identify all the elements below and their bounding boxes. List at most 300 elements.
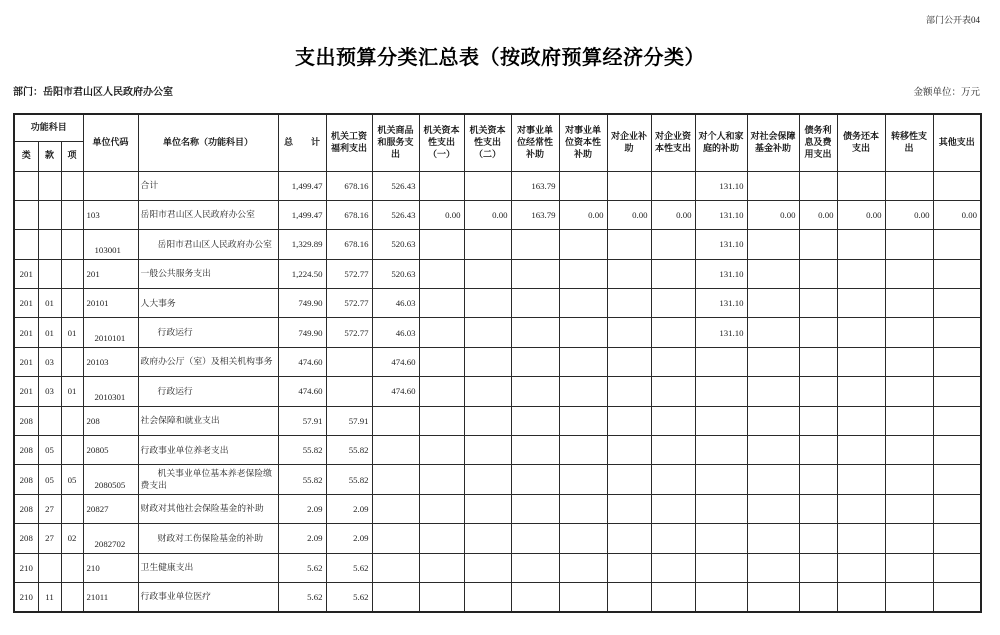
cell-value: 0.00 bbox=[885, 200, 933, 229]
cell-value bbox=[747, 494, 799, 523]
cell-section-code bbox=[38, 406, 61, 435]
cell-value bbox=[799, 230, 837, 259]
cell-value bbox=[511, 289, 559, 318]
cell-value bbox=[747, 171, 799, 200]
cell-value bbox=[885, 171, 933, 200]
cell-value bbox=[419, 171, 464, 200]
cell-value: 1,499.47 bbox=[278, 200, 326, 229]
cell-value bbox=[651, 524, 695, 553]
cell-value: 2.09 bbox=[326, 494, 372, 523]
table-row bbox=[14, 259, 981, 288]
cell-value bbox=[559, 230, 607, 259]
cell-value bbox=[885, 347, 933, 376]
cell-value: 572.77 bbox=[326, 318, 372, 347]
cell-value bbox=[464, 377, 511, 406]
cell-value bbox=[559, 289, 607, 318]
cell-value: 526.43 bbox=[372, 200, 419, 229]
cell-value bbox=[372, 553, 419, 582]
table-row bbox=[14, 524, 981, 553]
cell-item-code: 01 bbox=[61, 318, 83, 347]
cell-value bbox=[607, 318, 651, 347]
cell-unit-code bbox=[83, 171, 138, 200]
cell-value bbox=[464, 582, 511, 611]
table-row bbox=[14, 200, 981, 229]
cell-unit-code: 20103 bbox=[83, 347, 138, 376]
cell-value bbox=[799, 465, 837, 494]
cell-value: 2.09 bbox=[278, 524, 326, 553]
department-label: 部门：岳阳市君山区人民政府办公室 bbox=[13, 87, 173, 98]
column-header-unit-code: 单位代码 bbox=[83, 114, 138, 171]
cell-value: 572.77 bbox=[326, 259, 372, 288]
cell-value bbox=[607, 377, 651, 406]
cell-value: 131.10 bbox=[695, 230, 747, 259]
cell-value: 1,499.47 bbox=[278, 171, 326, 200]
cell-value bbox=[651, 347, 695, 376]
cell-class-code: 210 bbox=[14, 582, 38, 611]
cell-unit-name: 合计 bbox=[138, 171, 278, 200]
cell-value: 0.00 bbox=[559, 200, 607, 229]
cell-unit-name: 行政事业单位养老支出 bbox=[138, 436, 278, 465]
cell-value bbox=[885, 259, 933, 288]
cell-value: 678.16 bbox=[326, 171, 372, 200]
cell-class-code: 201 bbox=[14, 289, 38, 318]
cell-value bbox=[464, 318, 511, 347]
cell-value bbox=[511, 553, 559, 582]
cell-value: 678.16 bbox=[326, 200, 372, 229]
cell-value bbox=[837, 436, 885, 465]
cell-class-code: 201 bbox=[14, 377, 38, 406]
column-header: 对事业单位经常性补助 bbox=[511, 114, 559, 171]
cell-value: 57.91 bbox=[278, 406, 326, 435]
cell-section-code: 03 bbox=[38, 347, 61, 376]
cell-class-code: 208 bbox=[14, 436, 38, 465]
cell-value bbox=[419, 230, 464, 259]
cell-section-code bbox=[38, 230, 61, 259]
cell-class-code: 201 bbox=[14, 259, 38, 288]
cell-value bbox=[511, 377, 559, 406]
cell-class-code: 208 bbox=[14, 494, 38, 523]
cell-section-code bbox=[38, 259, 61, 288]
cell-value bbox=[607, 347, 651, 376]
cell-value: 131.10 bbox=[695, 289, 747, 318]
cell-value bbox=[799, 582, 837, 611]
cell-value bbox=[651, 230, 695, 259]
cell-value bbox=[799, 289, 837, 318]
page-title: 支出预算分类汇总表（按政府预算经济分类） bbox=[295, 47, 705, 69]
cell-value bbox=[464, 259, 511, 288]
cell-value bbox=[372, 582, 419, 611]
cell-value bbox=[837, 406, 885, 435]
cell-value: 749.90 bbox=[278, 289, 326, 318]
cell-value bbox=[695, 436, 747, 465]
cell-section-code: 27 bbox=[38, 524, 61, 553]
column-group-functional-subject: 功能科目 bbox=[14, 114, 83, 141]
cell-value bbox=[511, 406, 559, 435]
cell-value: 0.00 bbox=[607, 200, 651, 229]
column-header-section: 款 bbox=[38, 141, 61, 171]
cell-value bbox=[837, 230, 885, 259]
cell-unit-name: 财政对其他社会保险基金的补助 bbox=[138, 494, 278, 523]
cell-value bbox=[885, 318, 933, 347]
cell-section-code: 05 bbox=[38, 436, 61, 465]
cell-value bbox=[607, 436, 651, 465]
cell-value bbox=[837, 289, 885, 318]
cell-value bbox=[885, 524, 933, 553]
table-row bbox=[14, 377, 981, 406]
cell-value: 55.82 bbox=[278, 436, 326, 465]
cell-unit-code: 21011 bbox=[83, 582, 138, 611]
cell-value bbox=[747, 230, 799, 259]
cell-value bbox=[511, 494, 559, 523]
cell-value bbox=[419, 553, 464, 582]
cell-value bbox=[511, 582, 559, 611]
column-header: 转移性支出 bbox=[885, 114, 933, 171]
cell-value: 131.10 bbox=[695, 171, 747, 200]
cell-class-code bbox=[14, 230, 38, 259]
cell-value bbox=[837, 582, 885, 611]
cell-value bbox=[559, 436, 607, 465]
cell-value: 474.60 bbox=[372, 347, 419, 376]
cell-value: 474.60 bbox=[372, 377, 419, 406]
cell-value bbox=[464, 289, 511, 318]
cell-unit-name: 行政事业单位医疗 bbox=[138, 582, 278, 611]
cell-unit-code: 20827 bbox=[83, 494, 138, 523]
cell-value bbox=[885, 406, 933, 435]
cell-value bbox=[464, 171, 511, 200]
cell-class-code: 201 bbox=[14, 347, 38, 376]
cell-value bbox=[464, 406, 511, 435]
cell-value bbox=[837, 318, 885, 347]
cell-value bbox=[799, 259, 837, 288]
cell-value: 0.00 bbox=[799, 200, 837, 229]
cell-value bbox=[933, 494, 981, 523]
column-header: 对事业单位资本性补助 bbox=[559, 114, 607, 171]
cell-unit-code: 210 bbox=[83, 553, 138, 582]
column-header: 机关资本性支出（一） bbox=[419, 114, 464, 171]
cell-value bbox=[747, 406, 799, 435]
budget-table bbox=[13, 113, 982, 613]
cell-value: 5.62 bbox=[326, 553, 372, 582]
cell-value bbox=[559, 347, 607, 376]
cell-value: 46.03 bbox=[372, 318, 419, 347]
table-row bbox=[14, 230, 981, 259]
cell-value bbox=[799, 171, 837, 200]
cell-value: 0.00 bbox=[419, 200, 464, 229]
cell-unit-name: 人大事务 bbox=[138, 289, 278, 318]
cell-value: 131.10 bbox=[695, 200, 747, 229]
cell-value bbox=[559, 377, 607, 406]
cell-value bbox=[799, 553, 837, 582]
cell-value bbox=[372, 406, 419, 435]
cell-value bbox=[695, 347, 747, 376]
column-header: 对个人和家庭的补助 bbox=[695, 114, 747, 171]
cell-value bbox=[837, 524, 885, 553]
cell-value bbox=[885, 494, 933, 523]
cell-value: 1,224.50 bbox=[278, 259, 326, 288]
cell-unit-code: 20805 bbox=[83, 436, 138, 465]
cell-value bbox=[326, 347, 372, 376]
cell-value bbox=[885, 436, 933, 465]
cell-value bbox=[747, 318, 799, 347]
cell-value bbox=[419, 406, 464, 435]
cell-value bbox=[372, 436, 419, 465]
cell-value bbox=[837, 465, 885, 494]
cell-unit-name: 机关事业单位基本养老保险缴费支出 bbox=[138, 465, 278, 494]
cell-value bbox=[651, 465, 695, 494]
cell-value bbox=[799, 494, 837, 523]
cell-value: 5.62 bbox=[278, 553, 326, 582]
cell-value bbox=[695, 406, 747, 435]
cell-value: 5.62 bbox=[278, 582, 326, 611]
cell-item-code bbox=[61, 494, 83, 523]
column-header: 对社会保障基金补助 bbox=[747, 114, 799, 171]
cell-value bbox=[419, 347, 464, 376]
cell-class-code: 208 bbox=[14, 524, 38, 553]
cell-class-code: 208 bbox=[14, 465, 38, 494]
cell-item-code bbox=[61, 406, 83, 435]
cell-unit-code: 20101 bbox=[83, 289, 138, 318]
table-row bbox=[14, 436, 981, 465]
sheet-number-label: 部门公开表04 bbox=[925, 15, 980, 25]
cell-value: 131.10 bbox=[695, 318, 747, 347]
column-header: 对企业补助 bbox=[607, 114, 651, 171]
cell-value: 520.63 bbox=[372, 230, 419, 259]
cell-unit-code: 2080505 bbox=[83, 465, 138, 494]
cell-value bbox=[747, 524, 799, 553]
cell-value bbox=[885, 289, 933, 318]
table-row bbox=[14, 465, 981, 494]
cell-section-code: 03 bbox=[38, 377, 61, 406]
cell-class-code: 201 bbox=[14, 318, 38, 347]
cell-value bbox=[747, 582, 799, 611]
cell-value: 572.77 bbox=[326, 289, 372, 318]
cell-item-code: 02 bbox=[61, 524, 83, 553]
cell-value: 0.00 bbox=[464, 200, 511, 229]
column-header: 其他支出 bbox=[933, 114, 981, 171]
cell-value bbox=[695, 553, 747, 582]
amount-unit-label: 金额单位：万元 bbox=[913, 88, 980, 98]
column-header: 机关资本性支出（二） bbox=[464, 114, 511, 171]
cell-value bbox=[419, 318, 464, 347]
column-header: 对企业资本性支出 bbox=[651, 114, 695, 171]
cell-value bbox=[607, 553, 651, 582]
cell-value bbox=[559, 553, 607, 582]
cell-value bbox=[559, 171, 607, 200]
table-row bbox=[14, 347, 981, 376]
column-header: 债务还本支出 bbox=[837, 114, 885, 171]
cell-value bbox=[607, 494, 651, 523]
cell-value bbox=[419, 524, 464, 553]
cell-unit-code: 2010301 bbox=[83, 377, 138, 406]
cell-value: 0.00 bbox=[837, 200, 885, 229]
cell-value: 474.60 bbox=[278, 377, 326, 406]
cell-value bbox=[799, 524, 837, 553]
cell-value bbox=[651, 171, 695, 200]
cell-value bbox=[464, 524, 511, 553]
cell-section-code: 11 bbox=[38, 582, 61, 611]
cell-value bbox=[747, 377, 799, 406]
cell-value bbox=[559, 524, 607, 553]
cell-section-code: 05 bbox=[38, 465, 61, 494]
cell-item-code: 05 bbox=[61, 465, 83, 494]
cell-value bbox=[607, 406, 651, 435]
cell-value bbox=[747, 347, 799, 376]
cell-value bbox=[651, 582, 695, 611]
cell-value bbox=[695, 494, 747, 523]
cell-value: 526.43 bbox=[372, 171, 419, 200]
cell-value bbox=[747, 436, 799, 465]
cell-value bbox=[933, 436, 981, 465]
cell-section-code bbox=[38, 200, 61, 229]
column-header: 机关商品和服务支出 bbox=[372, 114, 419, 171]
cell-value bbox=[799, 347, 837, 376]
column-header: 机关工资福利支出 bbox=[326, 114, 372, 171]
cell-value bbox=[464, 436, 511, 465]
column-header-total: 总 计 bbox=[278, 114, 326, 171]
cell-value: 749.90 bbox=[278, 318, 326, 347]
cell-value bbox=[464, 465, 511, 494]
cell-value bbox=[419, 582, 464, 611]
cell-value bbox=[651, 259, 695, 288]
cell-section-code: 27 bbox=[38, 494, 61, 523]
cell-value bbox=[837, 259, 885, 288]
cell-unit-name: 行政运行 bbox=[138, 377, 278, 406]
cell-class-code: 210 bbox=[14, 553, 38, 582]
cell-class-code bbox=[14, 171, 38, 200]
cell-value bbox=[837, 377, 885, 406]
cell-value bbox=[607, 582, 651, 611]
cell-section-code bbox=[38, 553, 61, 582]
cell-value bbox=[885, 377, 933, 406]
cell-value bbox=[607, 230, 651, 259]
cell-value bbox=[933, 553, 981, 582]
cell-value bbox=[511, 259, 559, 288]
cell-value bbox=[933, 524, 981, 553]
cell-value: 520.63 bbox=[372, 259, 419, 288]
cell-value bbox=[419, 494, 464, 523]
column-header-item: 项 bbox=[61, 141, 83, 171]
cell-section-code: 01 bbox=[38, 318, 61, 347]
cell-value bbox=[651, 406, 695, 435]
cell-value bbox=[559, 406, 607, 435]
cell-unit-name: 卫生健康支出 bbox=[138, 553, 278, 582]
table-row bbox=[14, 318, 981, 347]
cell-item-code bbox=[61, 289, 83, 318]
cell-value bbox=[607, 524, 651, 553]
cell-value bbox=[607, 289, 651, 318]
cell-value bbox=[933, 582, 981, 611]
cell-value bbox=[464, 230, 511, 259]
table-row bbox=[14, 582, 981, 611]
cell-item-code bbox=[61, 259, 83, 288]
table-row bbox=[14, 289, 981, 318]
cell-value bbox=[559, 494, 607, 523]
cell-value bbox=[651, 436, 695, 465]
cell-value: 474.60 bbox=[278, 347, 326, 376]
cell-value bbox=[933, 259, 981, 288]
cell-value bbox=[511, 318, 559, 347]
cell-value: 55.82 bbox=[326, 465, 372, 494]
cell-value: 55.82 bbox=[278, 465, 326, 494]
cell-value bbox=[799, 318, 837, 347]
cell-class-code: 208 bbox=[14, 406, 38, 435]
cell-value bbox=[511, 230, 559, 259]
cell-value bbox=[511, 347, 559, 376]
cell-value: 46.03 bbox=[372, 289, 419, 318]
cell-value: 0.00 bbox=[933, 200, 981, 229]
cell-item-code bbox=[61, 200, 83, 229]
cell-unit-code: 2082702 bbox=[83, 524, 138, 553]
cell-value bbox=[933, 347, 981, 376]
cell-value bbox=[837, 171, 885, 200]
cell-value bbox=[837, 494, 885, 523]
cell-unit-code: 201 bbox=[83, 259, 138, 288]
cell-value bbox=[695, 582, 747, 611]
column-header-unit-name: 单位名称（功能科目） bbox=[138, 114, 278, 171]
cell-value bbox=[747, 289, 799, 318]
cell-value bbox=[933, 318, 981, 347]
cell-value: 2.09 bbox=[278, 494, 326, 523]
cell-value bbox=[885, 582, 933, 611]
table-row bbox=[14, 553, 981, 582]
cell-unit-name: 一般公共服务支出 bbox=[138, 259, 278, 288]
cell-unit-name: 政府办公厅（室）及相关机构事务 bbox=[138, 347, 278, 376]
cell-unit-name: 行政运行 bbox=[138, 318, 278, 347]
cell-value bbox=[511, 436, 559, 465]
cell-value bbox=[559, 465, 607, 494]
cell-value bbox=[326, 377, 372, 406]
cell-value bbox=[747, 553, 799, 582]
cell-value bbox=[372, 524, 419, 553]
table-row bbox=[14, 406, 981, 435]
table-body bbox=[14, 171, 981, 612]
column-header: 债务利息及费用支出 bbox=[799, 114, 837, 171]
cell-value bbox=[695, 465, 747, 494]
cell-value: 163.79 bbox=[511, 200, 559, 229]
cell-value bbox=[559, 259, 607, 288]
cell-value bbox=[559, 318, 607, 347]
cell-value: 5.62 bbox=[326, 582, 372, 611]
cell-value: 678.16 bbox=[326, 230, 372, 259]
cell-value bbox=[464, 553, 511, 582]
column-header-class: 类 bbox=[14, 141, 38, 171]
cell-unit-name: 财政对工伤保险基金的补助 bbox=[138, 524, 278, 553]
cell-value bbox=[933, 377, 981, 406]
cell-unit-code: 2010101 bbox=[83, 318, 138, 347]
cell-value bbox=[607, 465, 651, 494]
cell-value bbox=[933, 230, 981, 259]
cell-item-code: 01 bbox=[61, 377, 83, 406]
cell-value bbox=[885, 553, 933, 582]
cell-value bbox=[419, 289, 464, 318]
cell-unit-code: 103001 bbox=[83, 230, 138, 259]
cell-item-code bbox=[61, 171, 83, 200]
cell-item-code bbox=[61, 436, 83, 465]
cell-value bbox=[799, 377, 837, 406]
cell-value: 0.00 bbox=[747, 200, 799, 229]
cell-value: 131.10 bbox=[695, 259, 747, 288]
cell-value bbox=[464, 347, 511, 376]
cell-value: 2.09 bbox=[326, 524, 372, 553]
cell-value bbox=[747, 259, 799, 288]
cell-value bbox=[651, 377, 695, 406]
cell-unit-name: 社会保障和就业支出 bbox=[138, 406, 278, 435]
cell-value bbox=[372, 494, 419, 523]
cell-item-code bbox=[61, 582, 83, 611]
cell-value bbox=[651, 553, 695, 582]
cell-value bbox=[511, 465, 559, 494]
cell-value bbox=[651, 494, 695, 523]
